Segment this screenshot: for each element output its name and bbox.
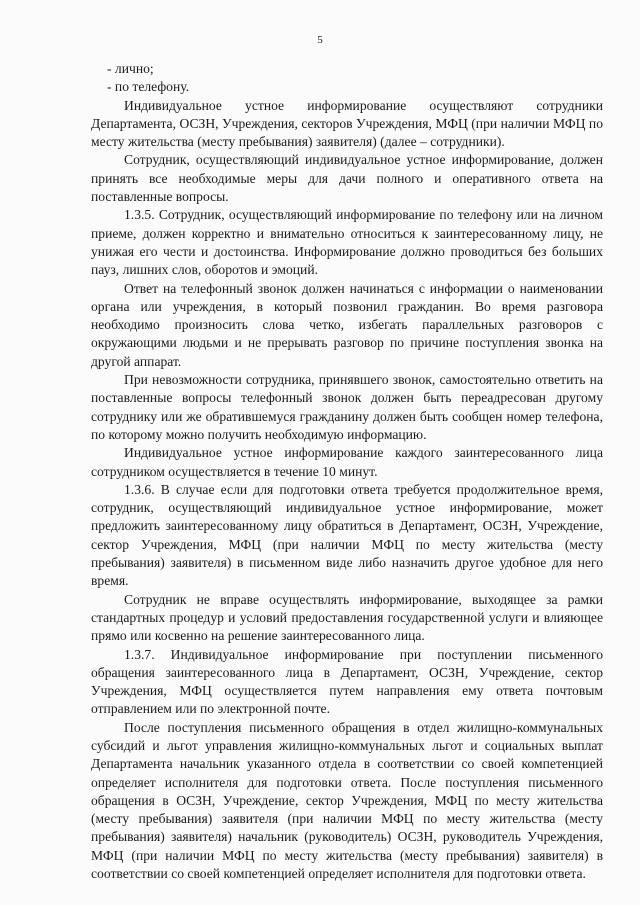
paragraph: Сотрудник, осуществляющий индивидуальное устное информирование, должен принять все необходимые меры для дачи полного и оперативного ответа на поставленные вопросы. [91, 152, 603, 205]
paragraph: При невозможности сотрудника, принявшего звонок, самостоятельно ответить на поставленные вопросы телефонный звонок должен быть переадресован другому сотруднику или же обратившемуся гражданину должен быть сообщен номер телефона, по которому можно получить необходимую информацию. [91, 372, 603, 442]
paragraph: Ответ на телефонный звонок должен начинаться с информации о наименовании органа или учреждения, в который позвонил гражданин. Во время разговора необходимо произносить слова четко, избегать параллельных разговоров с окружающими людьми и не прерывать разговор по причине поступления звонка на другой аппарат. [91, 280, 603, 369]
document-body [91, 60, 603, 883]
paragraph: Индивидуальное устное информирование осуществляют сотрудники Департамента, ОСЗН, Учреждения, секторов Учреждения, МФЦ (при наличии МФЦ по месту жительства (месту пребывания) заявителя) (далее – сотрудники). [91, 97, 603, 150]
page-number: 5 [317, 34, 323, 46]
list-item: - по телефону. [107, 79, 190, 95]
paragraph: 1.3.7. Индивидуальное информирование при поступлении письменного обращения заинтересованного лица в Департамент, ОСЗН, Учреждение, сектор Учреждения, МФЦ осуществляется путем направления ему ответа почтовым отправлением или по электронной почте. [91, 646, 603, 717]
paragraph: Сотрудник не вправе осуществлять информирование, выходящее за рамки стандартных процедур и условий предоставления государственной услуги и влияющее прямо или косвенно на решение заинтересованного лица. [91, 591, 603, 644]
paragraph: Индивидуальное устное информирование каждого заинтересованного лица сотрудником осуществляется в течение 10 минут. [91, 445, 603, 479]
paragraph: 1.3.6. В случае если для подготовки ответа требуется продолжительное время, сотрудник, осуществляющий индивидуальное устное информирование, может предложить заинтересованному лицу обратиться в Департамент, ОСЗН, Учреждение, сектор Учреждения, МФЦ (при наличии МФЦ по месту жительства (месту пребывания) заявителя) в письменном виде либо назначить другое удобное для него время. [91, 481, 603, 589]
list-item: - лично; [107, 61, 154, 76]
paragraph: После поступления письменного обращения в отдел жилищно-коммунальных субсидий и льгот управления жилищно-коммунальных льгот и социальных выплат Департамента начальник указанного отдела в соответствии со своей компетенцией определяет исполнителя для подготовки ответа. После поступления письменного обращения в ОСЗН, Учреждение, сектор Учреждения, МФЦ по месту жительства (месту пребывания) заявителя (при наличии МФЦ по месту жительства (месту пребывания) заявителя) начальник (руководитель) ОСЗН, руководитель Учреждения, МФЦ (при наличии МФЦ по месту жительства (месту пребывания) заявителя) в соответствии со своей компетенцией определяет исполнителя для подготовки ответа. [91, 719, 603, 882]
paragraph: 1.3.5. Сотрудник, осуществляющий информирование по телефону или на личном приеме, должен корректно и внимательно относиться к заинтересованному лицу, не унижая его чести и достоинства. Информирование должно проводиться без больших пауз, лишних слов, оборотов и эмоций. [91, 207, 603, 278]
